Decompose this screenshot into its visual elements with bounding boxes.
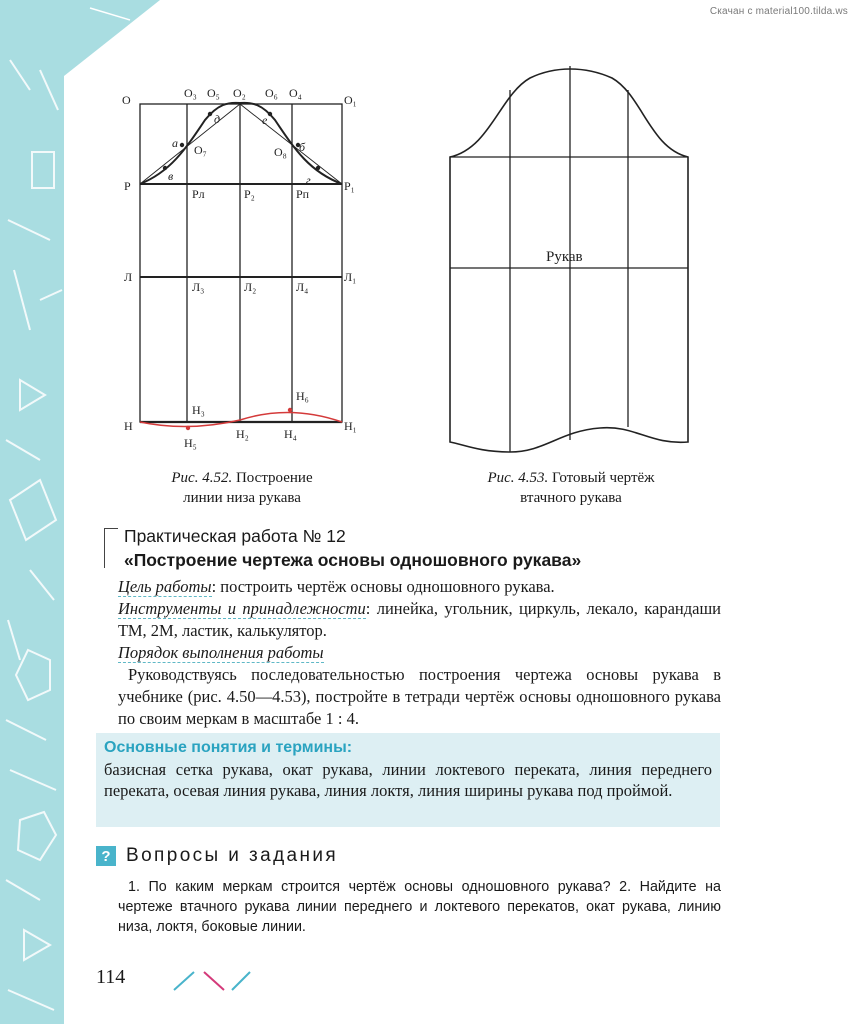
label-P: Р: [124, 179, 131, 193]
figure-sleeve-construction: [110, 82, 380, 452]
figure2-caption-line2: втачного рукава: [520, 490, 622, 506]
order-label-line: [118, 642, 721, 664]
label-N3: Н₃: [192, 403, 205, 417]
questions-header: [96, 845, 338, 867]
goal-text: : построить чертёж основы одношовного рукава.: [211, 577, 555, 596]
label-O1: O₁: [344, 93, 357, 107]
label-Pp: Рп: [296, 187, 310, 201]
label-O2: O₂: [233, 86, 246, 100]
tools-text: : линейка, угольник, циркуль, лекало, карандаши ТМ, 2М, ластик, калькулятор.: [118, 599, 721, 640]
label-L3: Л₃: [192, 280, 205, 294]
label-Pl: Рл: [192, 187, 205, 201]
label-d: д: [214, 112, 221, 126]
label-e: е: [262, 113, 268, 127]
tools-label: Инструменты и принадлежности: [118, 599, 366, 618]
footer-decoration: [170, 970, 260, 994]
figure1-caption-line2: линии низа рукава: [183, 490, 301, 506]
label-O5: O₅: [207, 86, 220, 100]
goal-label: Цель работы: [118, 577, 212, 596]
order-label: Порядок выполнения работы: [118, 643, 324, 662]
decorative-side-strip: [0, 0, 64, 1024]
label-N6: Н₆: [296, 389, 309, 403]
back-sleeve-bottom-curve: [240, 412, 342, 422]
label-L2: Л₂: [244, 280, 257, 294]
question-icon: ?: [96, 846, 116, 866]
label-b: б: [299, 140, 306, 154]
figure1-caption-line1: Построение: [235, 470, 313, 486]
label-N2: Н₂: [236, 427, 249, 441]
label-O4: O₄: [289, 86, 302, 100]
goal-paragraph: [118, 576, 721, 598]
label-a: а: [172, 136, 178, 150]
sleeve-label: Рукав: [546, 249, 583, 265]
figure1-caption: [132, 468, 352, 508]
label-L: Л: [124, 270, 133, 284]
practical-work-title: Практическая работа № 12: [124, 526, 346, 546]
questions-text: 1. По каким меркам строится чертёж основы одношовного рукава? 2. Найдите на чертеже втачного рукава линии переднего и локтевого перекатов, окат рукава, линию низа, локтя, боковые линии.: [118, 879, 721, 935]
label-N5: Н₅: [184, 436, 197, 450]
key-concepts-text: базисная сетка рукава, окат рукава, линии локтевого переката, линия переднего переката, осевая линия рукава, линия локтя, линия ширины рукава под проймой.: [104, 760, 712, 800]
figure1-caption-number: Рис. 4.52.: [171, 470, 233, 486]
tools-paragraph: [118, 598, 721, 642]
label-N4: Н₄: [284, 427, 297, 441]
label-O7: O₇: [194, 143, 207, 157]
key-concepts-title: Основные понятия и термины:: [104, 739, 353, 756]
questions-title: Вопросы и задания: [126, 845, 339, 866]
label-L4: Л₄: [296, 280, 309, 294]
label-L1: Л₁: [344, 270, 357, 284]
label-N: Н: [124, 419, 133, 433]
top-wedge-decoration: [0, 0, 160, 90]
bracket-decoration: [104, 528, 118, 568]
figure2-caption: [456, 468, 686, 508]
practical-work-header: [108, 524, 728, 572]
order-paragraph: Руководствуясь последовательностью построения чертежа основы рукава в учебнике (рис. 4.50—4.53), постройте в тетради чертёж основы одношовного рукава по своим меркам в масштабе 1 : 4.: [118, 665, 721, 728]
practical-work-subtitle: «Построение чертежа основы одношовного рукава»: [124, 550, 582, 570]
page-number: 114: [96, 966, 126, 988]
label-P1: Р₁: [344, 179, 355, 193]
figure2-caption-number: Рис. 4.53.: [487, 470, 549, 486]
label-O8: O₈: [274, 145, 287, 159]
label-N1: Н₁: [344, 419, 357, 433]
figure2-caption-line1: Готовый чертёж: [552, 470, 655, 486]
key-concepts-box: [96, 733, 720, 827]
figure-finished-sleeve: [440, 60, 700, 460]
geometric-pattern-icon: [0, 0, 64, 1024]
watermark: Скачан с material100.tilda.ws: [709, 6, 848, 17]
label-O6: O₆: [265, 86, 278, 100]
label-O3: O₃: [184, 86, 197, 100]
label-v: в: [168, 169, 174, 183]
label-P2: Р₂: [244, 187, 255, 201]
label-g: г: [306, 173, 311, 187]
label-O: O: [122, 93, 131, 107]
